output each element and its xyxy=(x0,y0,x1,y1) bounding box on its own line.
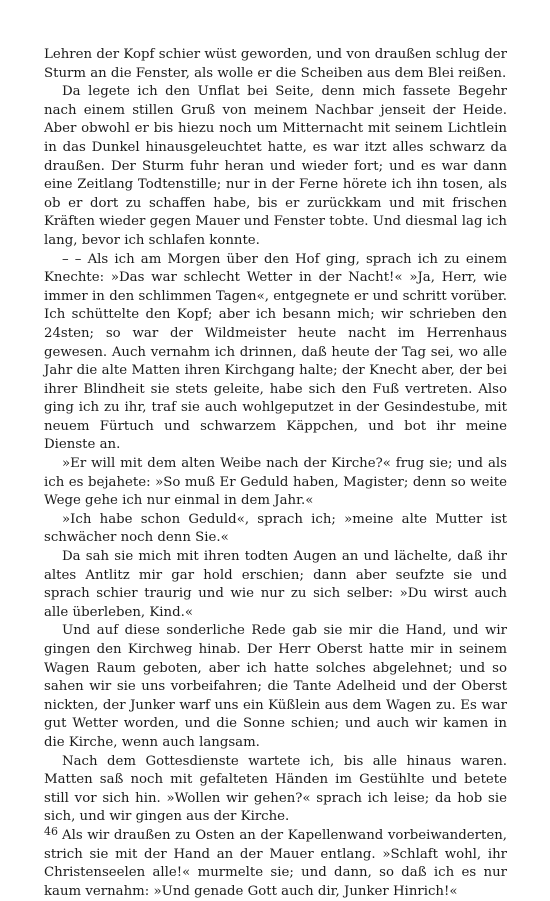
paragraph-9: Als wir draußen zu Osten an der Kapellenwand vorbeiwanderten, strich sie mit der Hand an der Mauer entlang. »Schlaft wohl, ihr Christenseelen alle!« murmelte sie; und dann, so daß ich es nur kaum vernahm: »Und genade Gott auch dir, Junker Hinrich!« xyxy=(44,827,507,899)
paragraph-2: Da legete ich den Unflat bei Seite, denn mich fassete Begehr nach einem stillen Gruß von meinem Nachbar jenseit der Heide. Aber obwohl er bis hiezu noch um Mitternacht mit seinem Lichtlein in das Dunkel hinausgeleuchtet hatte, es war itzt alles schwarz da draußen. Der Sturm fuhr heran und wieder fort; und es war dann eine Zeitlang Todtenstille; nur in der Ferne hörete ich ihn tosen, als ob er dort zu schaffen habe, bis er zurückkam und mit frischen Kräften wieder gegen Mauer und Fenster tobte. Und diesmal lag ich lang, bevor ich schlafen konnte. xyxy=(44,84,507,248)
paragraph-8: Nach dem Gottesdienste wartete ich, bis alle hinaus waren. Matten saß noch mit gefalteten Händen im Gestühlte und betete still vor sich hin. »Wollen wir gehen?« sprach ich leise; da hob sie sich, und wir gingen aus der Kirche. xyxy=(44,753,507,825)
page-body xyxy=(44,46,507,901)
paragraph-3: – – Als ich am Morgen über den Hof ging, sprach ich zu einem Knechte: »Das war schlecht Wetter in der Nacht!« »Ja, Herr, wie immer in den schlimmen Tagen«, entgegnete er und schritt vorüber. Ich schüttelte den Kopf; aber ich besann mich; wir schrieben den 24sten; so war der Wildmeister heute nacht im Herrenhaus gewesen. Auch vernahm ich drinnen, daß heute der Tag sei, wo alle Jahr die alte Matten ihren Kirchgang halte; der Knecht aber, der bei ihrer Blindheit sie stets geleite, habe sich den Fuß vertreten. Also ging ich zu ihr, traf sie auch wohlgeputzet in der Gesindestube, mit neuem Fürtuch und schwarzem Käppchen, und bot ihr meine Dienste an. xyxy=(44,251,507,453)
paragraph-6: Da sah sie mich mit ihren todten Augen an und lächelte, daß ihr altes Antlitz mir gar hold erschien; dann aber seufzte sie und sprach schier traurig und wie nur zu sich selber: »Du wirst auch alle überleben, Kind.« xyxy=(44,549,507,620)
paragraph-7: Und auf diese sonderliche Rede gab sie mir die Hand, und wir gingen den Kirchweg hinab. Der Herr Oberst hatte mir in seinem Wagen Raum geboten, aber ich hatte solches abgelehnet; und so sahen wir sie uns vorbeifahren; die Tante Adelheid und der Oberst nickten, der Junker warf uns ein Küßlein aus dem Wagen zu. Es war gut Wetter worden, und die Sonne schien; und auch wir kamen in die Kirche, wenn auch langsam. xyxy=(44,623,507,750)
paragraph-5: »Ich habe schon Geduld«, sprach ich; »meine alte Mutter ist schwächer noch denn Sie.« xyxy=(44,511,507,546)
paragraph-4: »Er will mit dem alten Weibe nach der Kirche?« frug sie; und als ich es bejahete: »So muß Er Geduld haben, Magister; denn so weite Wege gehe ich nur einmal in dem Jahr.« xyxy=(44,456,507,509)
paragraph-1: Lehren der Kopf schier wüst geworden, und von draußen schlug der Sturm an die Fenster, als wolle er die Scheiben aus dem Blei reißen. xyxy=(44,47,507,81)
page-number: 46 xyxy=(44,825,58,838)
